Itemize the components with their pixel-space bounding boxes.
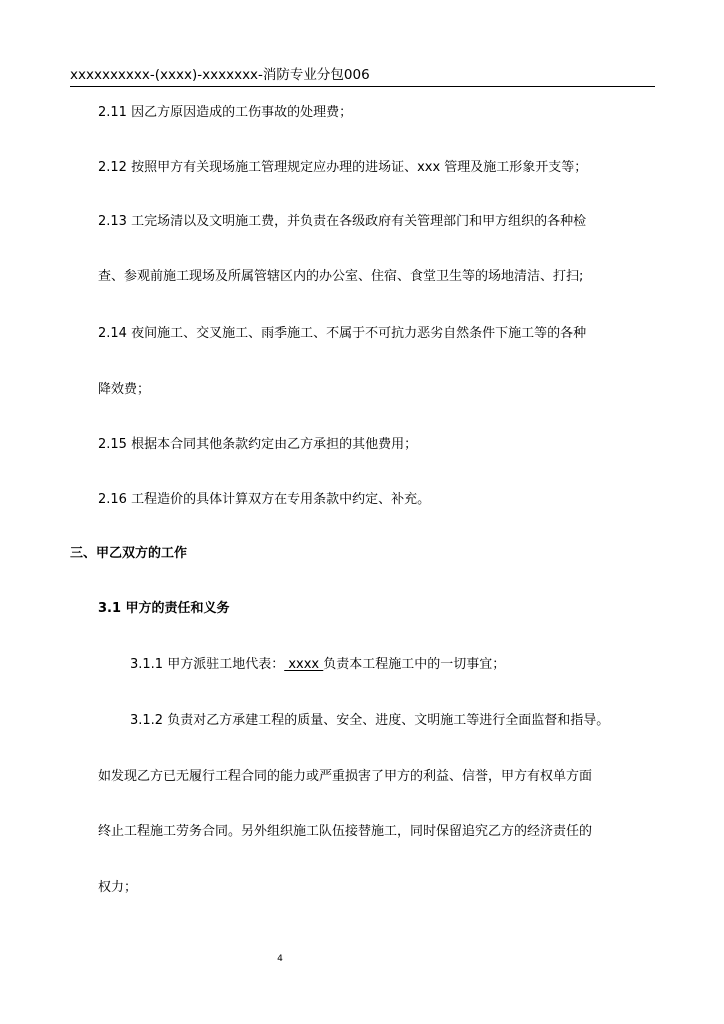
page-header: xxxxxxxxxx-(xxxx)-xxxxxxx-消防专业分包006 — [70, 66, 655, 87]
clause-2-13-line2: 查、参观前施工现场及所属管辖区内的办公室、住宿、食堂卫生等的场地清洁、打扫; — [98, 269, 584, 284]
clause-2-12: 2.12 按照甲方有关现场施工管理规定应办理的进场证、xxx 管理及施工形象开支等； — [98, 160, 588, 175]
clause-2-15: 2.15 根据本合同其他条款约定由乙方承担的其他费用； — [98, 437, 418, 452]
page-number: 4 — [277, 954, 283, 964]
clause-2-14-line2: 降效费； — [98, 382, 151, 397]
clause-2-11: 2.11 因乙方原因造成的工伤事故的处理费； — [98, 105, 353, 120]
clause-3-1-1-suffix: 负责本工程施工中的一切事宜； — [323, 657, 506, 672]
clause-3-1-1 — [130, 656, 505, 674]
clause-3-1-1-prefix: 3.1.1 甲方派驻工地代表： — [130, 657, 285, 672]
clause-2-14-line1: 2.14 夜间施工、交叉施工、雨季施工、不属于不可抗力恶劣自然条件下施工等的各种 — [98, 326, 587, 341]
subsection-3-1-heading: 3.1 甲方的责任和义务 — [98, 601, 230, 616]
clause-3-1-2-line1: 3.1.2 负责对乙方承建工程的质量、安全、进度、文明施工等进行全面监督和指导。 — [130, 713, 610, 728]
clause-2-16: 2.16 工程造价的具体计算双方在专用条款中约定、补充。 — [98, 492, 431, 507]
clause-2-13-line1: 2.13 工完场清以及文明施工费，并负责在各级政府有关管理部门和甲方组织的各种检 — [98, 214, 587, 229]
section-3-heading: 三、甲乙双方的工作 — [70, 546, 188, 561]
site-representative-name: xxxx — [284, 657, 324, 672]
clause-3-1-2-line3: 终止工程施工劳务合同。另外组织施工队伍接替施工，同时保留追究乙方的经济责任的 — [98, 824, 593, 839]
clause-3-1-2-line2: 如发现乙方已无履行工程合同的能力或严重损害了甲方的利益、信誉，甲方有权单方面 — [98, 769, 593, 784]
clause-3-1-2-line4: 权力； — [98, 880, 138, 895]
